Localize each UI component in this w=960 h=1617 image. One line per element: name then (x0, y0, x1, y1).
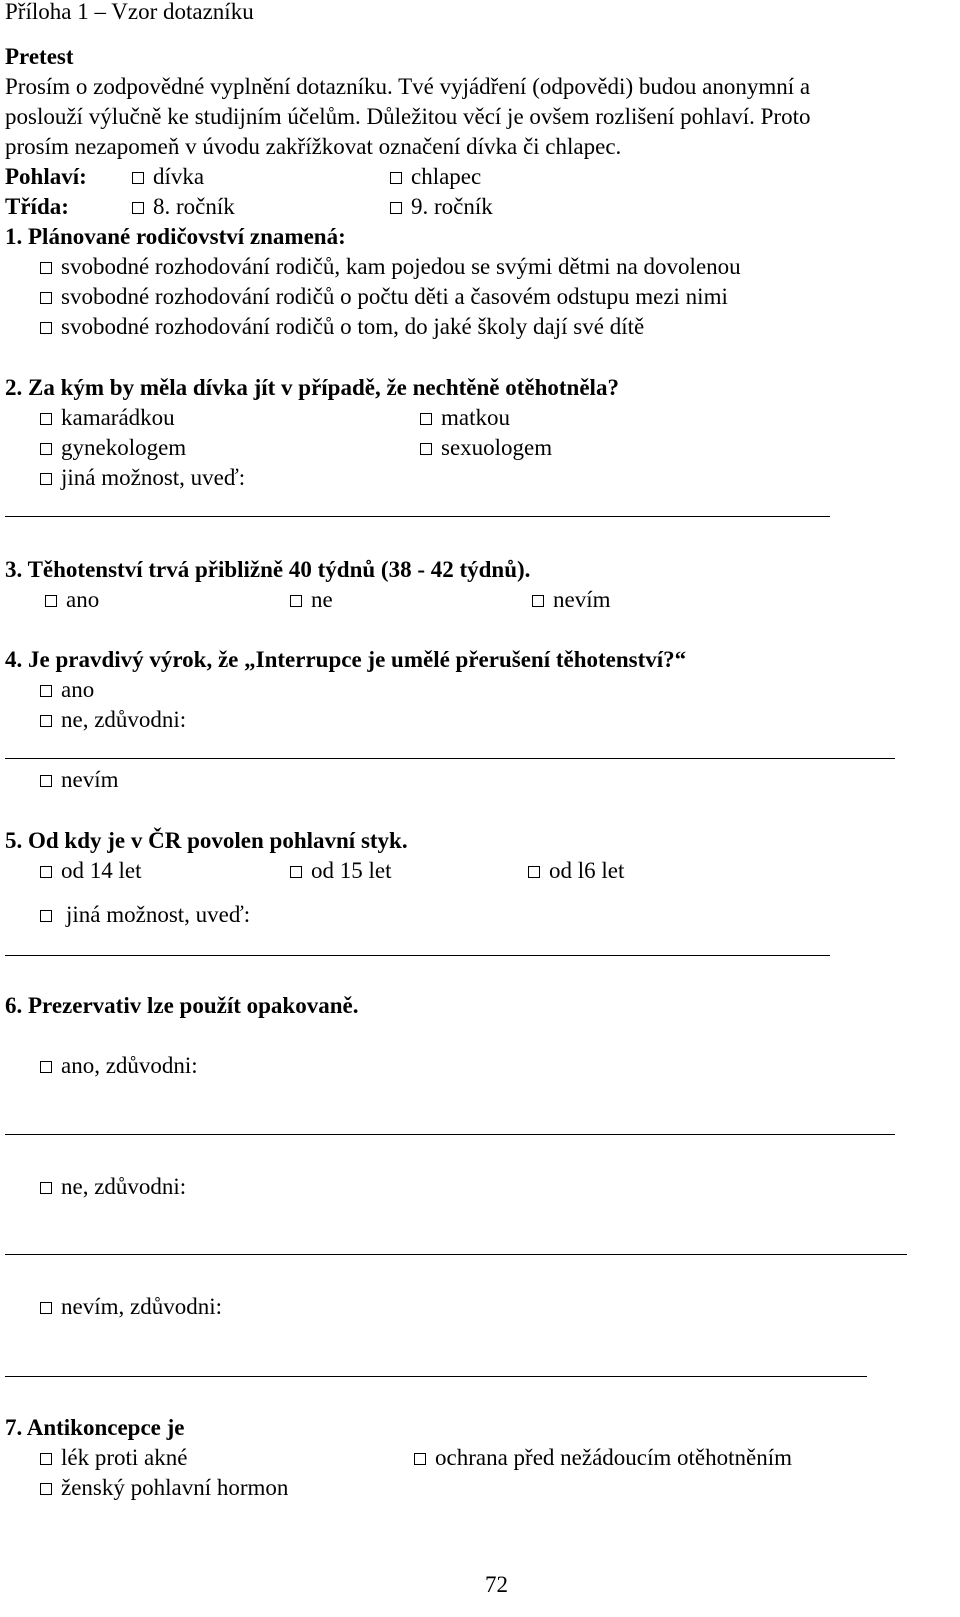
option-grade-8[interactable]: 8. ročník (132, 192, 235, 222)
question-text: 2. Za kým by měla dívka jít v případě, že nechtěně otěhotněla? (5, 375, 619, 400)
checkbox[interactable] (40, 413, 52, 425)
grade-label: Třída: (5, 194, 69, 219)
answer-option[interactable]: gynekologem (40, 433, 186, 463)
checkbox[interactable] (40, 1483, 52, 1495)
answer-option[interactable]: svobodné rozhodování rodičů o počtu děti a časovém odstupu mezi nimi (40, 282, 728, 312)
option-grade-9[interactable]: 9. ročník (390, 192, 493, 222)
answer-option[interactable]: kamarádkou (40, 403, 175, 433)
page-title: Příloha 1 – Vzor dotazníku (5, 0, 254, 24)
answer-line[interactable] (5, 1254, 907, 1255)
checkbox[interactable] (390, 172, 402, 184)
checkbox[interactable] (40, 1061, 52, 1073)
answer-option[interactable]: nevím, zdůvodni: (40, 1292, 222, 1322)
answer-option[interactable]: svobodné rozhodování rodičů, kam pojedou se svými dětmi na dovolenou (40, 252, 741, 282)
answer-option[interactable]: nevím (532, 585, 611, 615)
gender-label: Pohlaví: (5, 164, 87, 189)
intro-text: poslouží výlučně ke studijním účelům. Důležitou věcí je ovšem rozlišení pohlaví. Proto (5, 104, 811, 129)
answer-option[interactable]: nevím (40, 765, 119, 795)
checkbox[interactable] (420, 413, 432, 425)
answer-option[interactable]: matkou (420, 403, 510, 433)
checkbox[interactable] (132, 172, 144, 184)
intro-text: Prosím o zodpovědné vyplnění dotazníku. Tvé vyjádření (odpovědi) budou anonymní a (5, 74, 811, 99)
answer-line[interactable] (5, 955, 830, 956)
answer-option[interactable]: od 14 let (40, 856, 142, 886)
checkbox[interactable] (40, 715, 52, 727)
answer-option[interactable]: ne, zdůvodni: (40, 705, 186, 735)
checkbox[interactable] (40, 775, 52, 787)
answer-line[interactable] (5, 1376, 867, 1377)
answer-option[interactable]: ano (40, 675, 94, 705)
answer-option[interactable]: lék proti akné (40, 1443, 187, 1473)
checkbox[interactable] (290, 866, 302, 878)
answer-option[interactable]: ano, zdůvodni: (40, 1051, 198, 1081)
question-text: 7. Antikoncepce je (5, 1415, 185, 1440)
checkbox[interactable] (40, 292, 52, 304)
checkbox[interactable] (40, 443, 52, 455)
intro-text: prosím nezapomeň v úvodu zakřížkovat označení dívka či chlapec. (5, 134, 622, 159)
question-text: 5. Od kdy je v ČR povolen pohlavní styk. (5, 828, 408, 853)
question-text: 3. Těhotenství trvá přibližně 40 týdnů (38 - 42 týdnů). (5, 557, 531, 582)
answer-line[interactable] (5, 516, 830, 517)
answer-option[interactable]: jiná možnost, uveď: (40, 900, 250, 930)
checkbox[interactable] (40, 322, 52, 334)
answer-option[interactable]: ano (45, 585, 99, 615)
answer-line[interactable] (5, 758, 895, 759)
question-text: 1. Plánované rodičovství znamená: (5, 224, 346, 249)
option-boy[interactable]: chlapec (390, 162, 481, 192)
checkbox[interactable] (40, 866, 52, 878)
checkbox[interactable] (414, 1453, 426, 1465)
answer-option[interactable]: svobodné rozhodování rodičů o tom, do jaké školy dají své dítě (40, 312, 644, 342)
answer-option[interactable]: ne, zdůvodni: (40, 1172, 186, 1202)
answer-option[interactable]: od 15 let (290, 856, 392, 886)
checkbox[interactable] (532, 595, 544, 607)
checkbox[interactable] (40, 473, 52, 485)
section-heading: Pretest (5, 44, 74, 69)
checkbox[interactable] (40, 1453, 52, 1465)
checkbox[interactable] (132, 202, 144, 214)
page-number: 72 (485, 1572, 508, 1597)
question-text: 6. Prezervativ lze použít opakovaně. (5, 993, 359, 1018)
answer-option[interactable]: ochrana před nežádoucím otěhotněním (414, 1443, 792, 1473)
checkbox[interactable] (40, 1302, 52, 1314)
checkbox[interactable] (40, 262, 52, 274)
answer-option[interactable]: ženský pohlavní hormon (40, 1473, 288, 1503)
answer-option[interactable]: jiná možnost, uveď: (40, 463, 245, 493)
option-girl[interactable]: dívka (132, 162, 204, 192)
answer-option[interactable]: sexuologem (420, 433, 552, 463)
checkbox[interactable] (290, 595, 302, 607)
checkbox[interactable] (45, 595, 57, 607)
answer-line[interactable] (5, 1134, 895, 1135)
checkbox[interactable] (40, 1182, 52, 1194)
checkbox[interactable] (40, 910, 52, 922)
answer-option[interactable]: ne (290, 585, 333, 615)
checkbox[interactable] (390, 202, 402, 214)
answer-option[interactable]: od l6 let (528, 856, 624, 886)
question-text: 4. Je pravdivý výrok, že „Interrupce je umělé přerušení těhotenství?“ (5, 647, 687, 672)
checkbox[interactable] (528, 866, 540, 878)
checkbox[interactable] (420, 443, 432, 455)
checkbox[interactable] (40, 685, 52, 697)
